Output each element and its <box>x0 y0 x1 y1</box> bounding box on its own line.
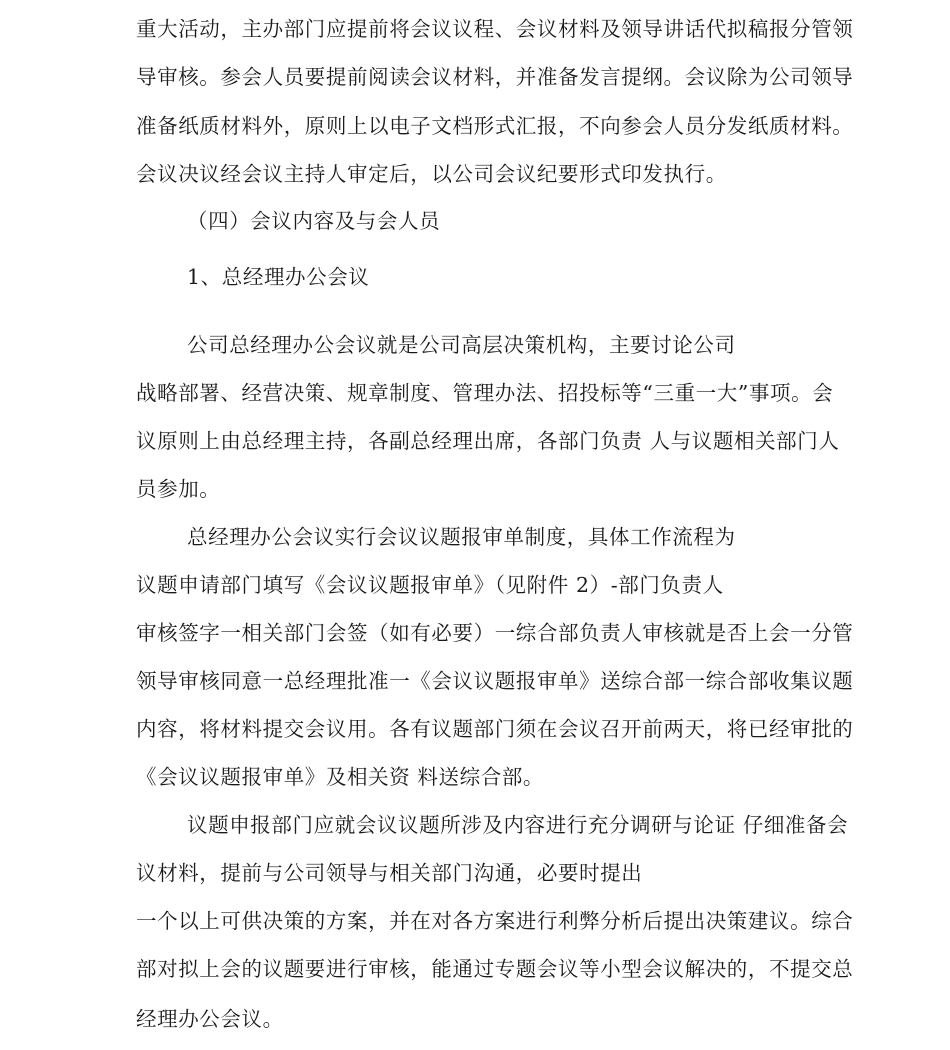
subsection-heading: 1、总经理办公会议 <box>187 265 370 289</box>
paragraph-line: 员参加。 <box>136 477 221 501</box>
paragraph-line: 公司总经理办公会议就是公司高层决策机构，主要讨论公司 <box>187 333 736 357</box>
paragraph-line: 导审核。参会人员要提前阅读会议材料，并准备发言提纲。会议除为公司领导 <box>136 65 854 89</box>
paragraph-line: 内容，将材料提交会议用。各有议题部门须在会议召开前两天，将已经审批的 <box>136 717 854 741</box>
paragraph-line: 准备纸质材料外，原则上以电子文档形式汇报，不向参会人员分发纸质材料。 <box>136 114 854 138</box>
section-heading: （四）会议内容及与会人员 <box>187 209 441 233</box>
paragraph-line: 重大活动，主办部门应提前将会议议程、会议材料及领导讲话代拟稿报分管领 <box>136 17 854 41</box>
paragraph-line: 领导审核同意一总经理批准一《会议议题报审单》送综合部一综合部收集议题 <box>136 669 854 693</box>
paragraph-line: 议题申报部门应就会议议题所涉及内容进行充分调研与论证 仔细准备会 <box>187 813 849 837</box>
paragraph-line: 审核签字一相关部门会签（如有必要）一综合部负责人审核就是否上会一分管 <box>136 621 854 645</box>
paragraph-line: 一个以上可供决策的方案，并在对各方案进行利弊分析后提出决策建议。综合 <box>136 909 854 933</box>
paragraph-line: 经理办公会议。 <box>136 1007 284 1031</box>
paragraph-line: 议原则上由总经理主持，各副总经理出席，各部门负责 人与议题相关部门人 <box>136 429 840 453</box>
paragraph-line: 议题申请部门填写《会议议题报审单》（见附件 2）-部门负责人 <box>136 573 724 597</box>
paragraph-line: 总经理办公会议实行会议议题报审单制度，具体工作流程为 <box>187 525 736 549</box>
paragraph-line: 会议决议经会议主持人审定后，以公司会议纪要形式印发执行。 <box>136 162 727 186</box>
paragraph-line: 议材料，提前与公司领导与相关部门沟通，必要时提出 <box>136 861 643 885</box>
paragraph-line: 战略部署、经营决策、规章制度、管理办法、招投标等“三重一大”事项。会 <box>136 381 834 405</box>
paragraph-line: 《会议议题报审单》及相关资 料送综合部。 <box>136 765 545 789</box>
paragraph-line: 部对拟上会的议题要进行审核，能通过专题会议等小型会议解决的，不提交总 <box>136 957 854 981</box>
